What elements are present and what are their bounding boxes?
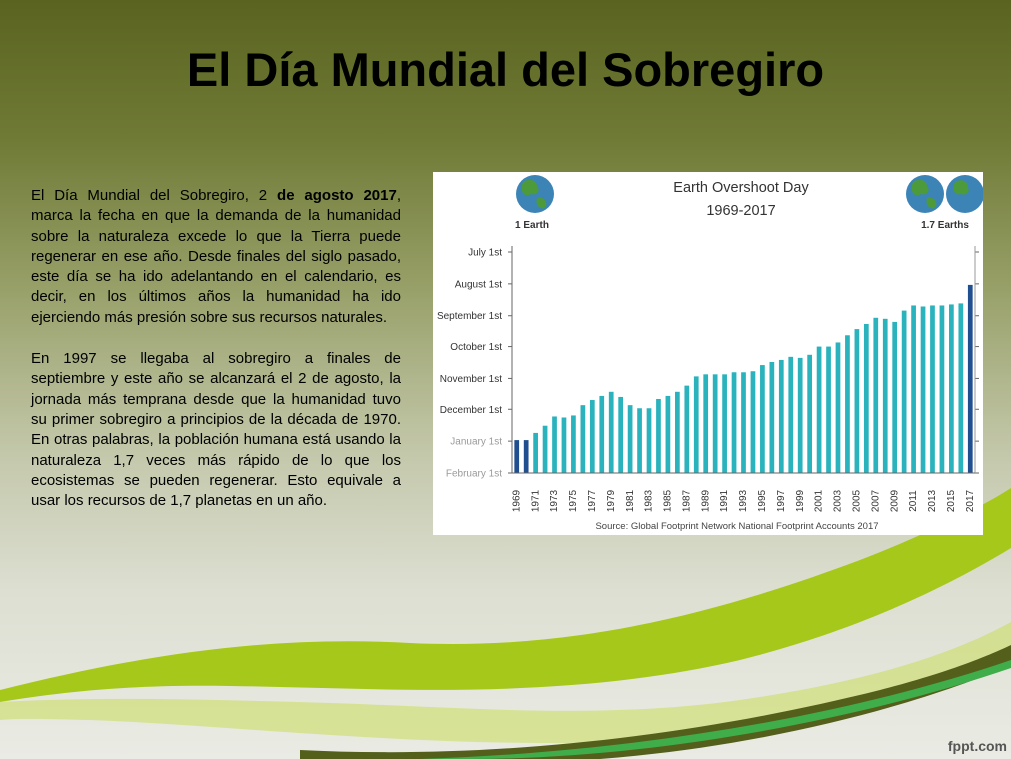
x-tick-label: 2005 xyxy=(851,489,863,513)
bar-1996 xyxy=(769,362,774,473)
bar-1992 xyxy=(732,372,737,473)
y-tick-label: January 1st xyxy=(450,436,502,448)
paragraph-2: En 1997 se llegaba al sobregiro a finales de septiembre y este año se alcanzará el 2 de agosto, la jornada más temprana desde que la humanidad tuvo su primer sobregiro a principios de la década de 1970. En otras palabras, la población humana está usando la naturaleza 1,7 veces más rápido de lo que los ecosistemas se pueden regenerar. Esto equivale a usar los recursos de 1,7 planetas en un año. xyxy=(31,350,401,510)
bar-1973 xyxy=(552,416,557,473)
bar-2007 xyxy=(873,318,878,473)
bar-1987 xyxy=(684,386,689,473)
bar-1993 xyxy=(741,372,746,473)
bar-1978 xyxy=(599,396,604,473)
bar-2014 xyxy=(940,305,945,473)
x-tick-label: 1985 xyxy=(662,489,674,513)
x-tick-label: 1991 xyxy=(719,489,731,513)
x-tick-label: 1977 xyxy=(586,489,598,513)
y-tick-label: August 1st xyxy=(454,279,502,291)
bar-2002 xyxy=(826,347,831,473)
globe-pair-icon xyxy=(906,175,983,213)
x-tick-label: 2007 xyxy=(870,489,882,513)
x-tick-label: 1993 xyxy=(738,489,750,513)
chart-title: Earth Overshoot Day xyxy=(673,180,809,196)
slide-title: El Día Mundial del Sobregiro xyxy=(186,43,825,96)
x-tick-label: 1989 xyxy=(700,489,712,513)
bar-1977 xyxy=(590,400,595,473)
bar-1971 xyxy=(533,433,538,473)
bar-2006 xyxy=(864,324,869,473)
bar-1981 xyxy=(628,405,633,473)
bar-2016 xyxy=(958,303,963,473)
y-tick-label: September 1st xyxy=(436,311,502,323)
bar-2003 xyxy=(836,342,841,473)
bar-1998 xyxy=(788,357,793,473)
bar-2015 xyxy=(949,304,954,473)
bar-1975 xyxy=(571,415,576,473)
x-tick-label: 2015 xyxy=(946,489,958,513)
bar-1990 xyxy=(713,374,718,473)
bar-1972 xyxy=(543,426,548,473)
x-tick-label: 1995 xyxy=(757,489,769,513)
x-tick-label: 1979 xyxy=(605,489,617,513)
x-tick-label: 2013 xyxy=(927,489,939,513)
bar-2011 xyxy=(911,305,916,473)
bar-1999 xyxy=(798,358,803,473)
x-tick-label: 1983 xyxy=(643,489,655,513)
bar-1989 xyxy=(703,374,708,473)
bar-1991 xyxy=(722,374,727,473)
x-tick-label: 2009 xyxy=(889,489,901,513)
bar-1979 xyxy=(609,392,614,473)
bar-1969 xyxy=(514,440,519,473)
y-tick-label: February 1st xyxy=(445,468,502,480)
chart-svg xyxy=(433,172,983,535)
x-tick-label: 2001 xyxy=(813,489,825,513)
chart-source: Source: Global Footprint Network National Footprint Accounts 2017 xyxy=(595,521,879,532)
x-tick-label: 1987 xyxy=(681,489,693,513)
bar-1976 xyxy=(581,405,586,473)
bar-2009 xyxy=(892,322,897,473)
paragraph-1-lead: El Día Mundial del Sobregiro, 2 xyxy=(31,187,278,204)
bar-1986 xyxy=(675,392,680,473)
x-tick-label: 1975 xyxy=(568,489,580,513)
x-axis xyxy=(511,473,976,512)
bar-1997 xyxy=(779,360,784,473)
x-tick-label: 1969 xyxy=(511,489,523,513)
y-tick-label: December 1st xyxy=(439,404,502,416)
y-tick-label: October 1st xyxy=(450,342,502,354)
bar-2005 xyxy=(855,329,860,473)
bar-2012 xyxy=(921,306,926,473)
globe-icon xyxy=(516,175,554,213)
y-tick-label: July 1st xyxy=(468,247,502,259)
chart-subtitle: 1969-2017 xyxy=(706,203,776,219)
bar-series xyxy=(514,285,972,473)
bar-2008 xyxy=(883,319,888,473)
bar-2000 xyxy=(807,355,812,473)
x-tick-label: 1973 xyxy=(549,489,561,513)
x-tick-label: 2017 xyxy=(964,489,976,513)
body-text xyxy=(31,186,401,532)
bar-2013 xyxy=(930,305,935,473)
bar-1983 xyxy=(647,408,652,473)
bar-1984 xyxy=(656,399,661,473)
x-tick-label: 1981 xyxy=(624,489,636,513)
date-highlight: de agosto 2017 xyxy=(277,187,397,204)
x-tick-label: 1971 xyxy=(530,489,542,513)
x-tick-label: 1999 xyxy=(794,489,806,513)
bar-1982 xyxy=(637,408,642,473)
bar-2017 xyxy=(968,285,973,473)
bar-1988 xyxy=(694,376,699,473)
bar-1994 xyxy=(751,371,756,473)
footer-brand: fppt.com xyxy=(947,738,1007,754)
earths-label: 1.7 Earths xyxy=(921,220,969,231)
bar-2001 xyxy=(817,347,822,473)
x-tick-label: 1997 xyxy=(775,489,787,513)
bar-1985 xyxy=(666,396,671,473)
bar-1970 xyxy=(524,440,529,473)
bar-2004 xyxy=(845,335,850,473)
y-tick-label: November 1st xyxy=(439,373,502,385)
paragraph-1-rest: , marca la fecha en que la demanda de la humanidad sobre la naturaleza excede lo que la Tierra puede regenerar en ese año. Desde finales del siglo pasado, este día se ha ido adelantando en el calendario, es decir, en los últimos años la humanidad ha ido ejerciendo más presión sobre sus recursos naturales. xyxy=(31,187,401,326)
overshoot-chart xyxy=(433,172,983,535)
bar-1974 xyxy=(562,417,567,473)
bar-2010 xyxy=(902,311,907,473)
bar-1980 xyxy=(618,397,623,473)
x-tick-label: 2003 xyxy=(832,489,844,513)
one-earth-label: 1 Earth xyxy=(515,220,549,231)
paragraph-1 xyxy=(31,186,401,328)
bar-1995 xyxy=(760,365,765,473)
x-tick-label: 2011 xyxy=(908,490,920,512)
